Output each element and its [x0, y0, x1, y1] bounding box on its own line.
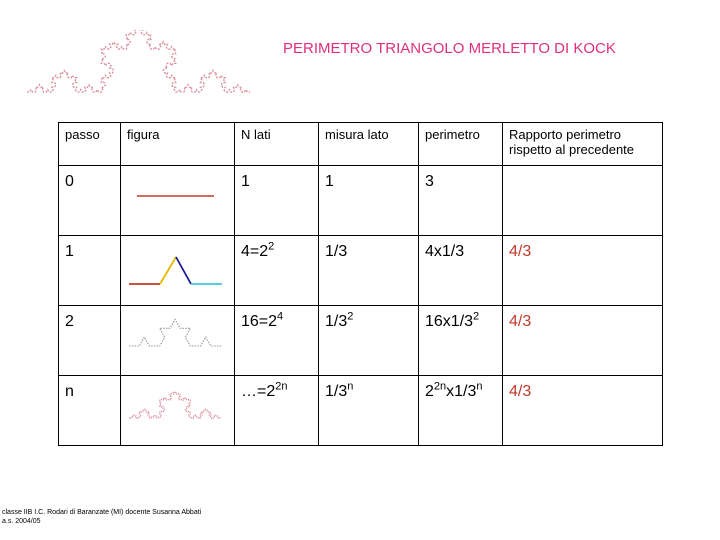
cell-perimetro [419, 376, 503, 446]
n-lati-exp: 2 [268, 240, 275, 253]
perimetro-base: 16x1/3 [425, 313, 474, 330]
table-row [59, 236, 663, 306]
table-row [59, 166, 663, 236]
n-lati-exp: 2n [275, 380, 288, 393]
cell-n-lati [235, 376, 319, 446]
cell-rapporto: 4/3 [503, 376, 663, 446]
koch-stepn-figure [129, 376, 229, 446]
koch-step0-figure [129, 166, 229, 236]
page-title: PERIMETRO TRIANGOLO MERLETTO DI KOCK [283, 40, 616, 57]
cell-figura [121, 166, 235, 236]
cell-perimetro: 3 [419, 166, 503, 236]
cell-passo: 0 [59, 166, 121, 236]
koch-curve-logo [25, 30, 255, 100]
n-lati-exp: 4 [277, 310, 284, 323]
cell-n-lati [235, 306, 319, 376]
cell-n-lati: 1 [235, 166, 319, 236]
perimetro-a-exp: 2n [433, 380, 447, 393]
table-row [59, 376, 663, 446]
header-misura-lato: misura lato [319, 123, 419, 166]
cell-passo: 1 [59, 236, 121, 306]
table-row [59, 306, 663, 376]
misura-exp: n [347, 380, 354, 393]
cell-figura [121, 376, 235, 446]
n-lati-base: 4=2 [241, 243, 269, 260]
misura-base: 1/3 [325, 313, 348, 330]
cell-passo: n [59, 376, 121, 446]
n-lati-base: 16=2 [241, 313, 278, 330]
perimetro-a: 2 [425, 383, 434, 400]
header-rapporto: Rapporto perimetro rispetto al precedente [503, 123, 663, 166]
cell-figura [121, 236, 235, 306]
footer-line-1: classe IIB I.C. Rodari di Baranzate (MI) docente Susanna Abbati [2, 509, 202, 516]
perimetro-b: x1/3 [446, 383, 477, 400]
cell-misura-lato [319, 306, 419, 376]
footer-credits [2, 508, 201, 526]
cell-figura [121, 306, 235, 376]
table-header-row [59, 123, 663, 166]
koch-step1-figure [129, 236, 229, 306]
cell-misura-lato [319, 376, 419, 446]
n-lati-base: …=2 [241, 383, 276, 400]
misura-base: 1/3 [325, 383, 348, 400]
misura-exp: 2 [347, 310, 354, 323]
header-passo: passo [59, 123, 121, 166]
header-perimetro: perimetro [419, 123, 503, 166]
cell-rapporto: 4/3 [503, 236, 663, 306]
koch-table [58, 122, 663, 446]
cell-perimetro [419, 306, 503, 376]
cell-passo: 2 [59, 306, 121, 376]
koch-logo-curve [27, 30, 250, 92]
footer-line-2: a.s. 2004/05 [2, 518, 41, 525]
header-figura: figura [121, 123, 235, 166]
koch-step2-figure [129, 306, 229, 376]
cell-perimetro: 4x1/3 [419, 236, 503, 306]
cell-rapporto [503, 166, 663, 236]
header-n-lati: N lati [235, 123, 319, 166]
perimetro-b-exp: n [476, 380, 483, 393]
perimetro-exp: 2 [473, 310, 480, 323]
cell-misura-lato: 1/3 [319, 236, 419, 306]
cell-rapporto: 4/3 [503, 306, 663, 376]
cell-n-lati [235, 236, 319, 306]
cell-misura-lato: 1 [319, 166, 419, 236]
